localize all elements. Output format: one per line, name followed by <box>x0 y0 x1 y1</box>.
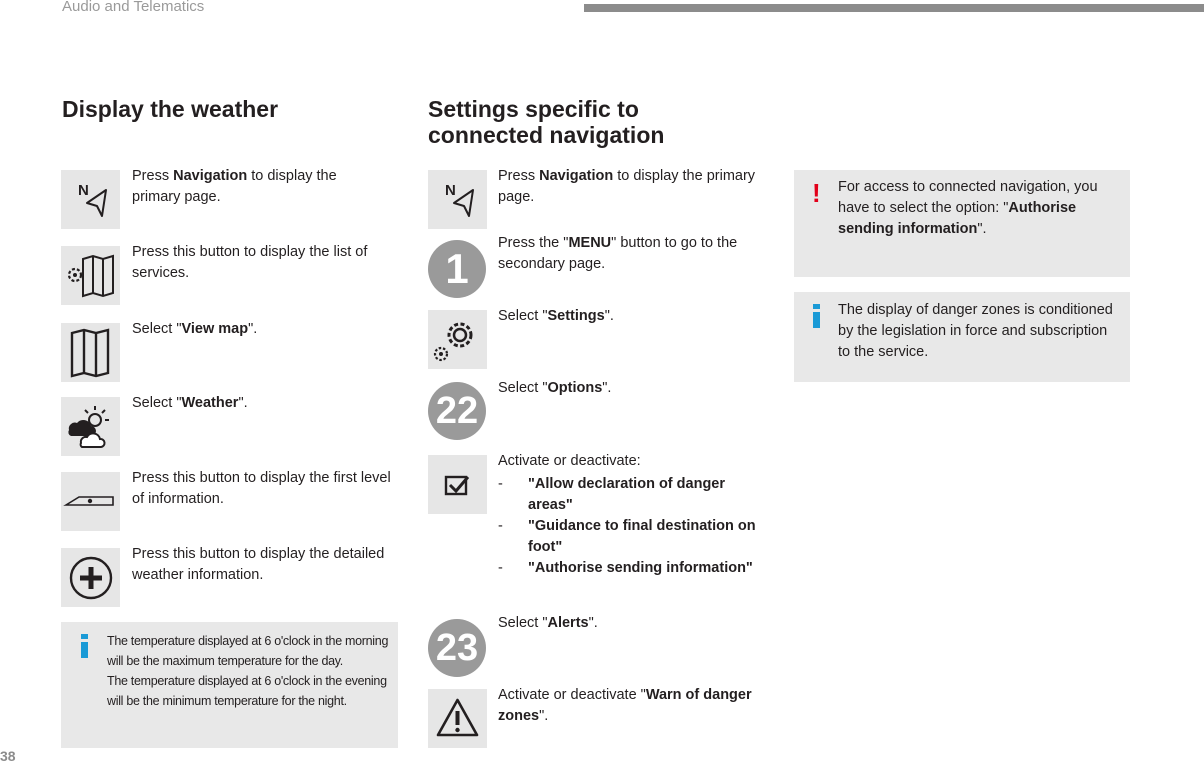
left-step-1: Press Navigation to display the primary page. <box>132 168 337 205</box>
weather-info-text: The temperature displayed at 6 o'clock in the morning will be the maximum temperature for the day. The temperature displayed at 6 o'clock in the evening will be the minimum temperature for the night. <box>107 634 389 708</box>
middle-step-4: Select "Options". <box>498 380 612 396</box>
middle-step-3: Select "Settings". <box>498 308 614 324</box>
settings-icon <box>428 310 487 369</box>
option-guidance-on-foot: "Guidance to final destination on foot" <box>528 518 756 555</box>
services-map-icon <box>61 246 120 305</box>
warning-exclamation-icon: ! <box>812 178 821 208</box>
warning-icon <box>428 689 487 748</box>
info-icon <box>80 634 89 658</box>
middle-step-2: Press the "MENU" button to go to the secondary page. <box>498 235 738 272</box>
left-step-5: Press this button to display the first level of information. <box>132 470 391 507</box>
middle-step-6: Select "Alerts". <box>498 615 598 631</box>
plus-icon <box>61 548 120 607</box>
navigation-icon <box>428 170 487 229</box>
danger-zones-info-text: The display of danger zones is conditioned by the legislation in force and subscription to the service. <box>838 302 1113 360</box>
connected-warning-text: For access to connected navigation, you have to select the option: "Authorise sending information". <box>838 179 1098 237</box>
info-icon <box>812 304 821 328</box>
svg-text:N: N <box>445 182 456 199</box>
left-step-3: Select "View map". <box>132 321 258 337</box>
weather-icon <box>61 397 120 456</box>
map-icon <box>61 323 120 382</box>
checkbox-icon <box>428 455 487 514</box>
middle-step-7: Activate or deactivate "Warn of danger zones". <box>498 687 752 724</box>
info-level-icon <box>61 472 120 531</box>
step-number-23: 23 <box>428 619 486 677</box>
step-number-1: 1 <box>428 240 486 298</box>
middle-title: Settings specific to connected navigation <box>428 96 665 148</box>
left-step-2: Press this button to display the list of services. <box>132 244 368 281</box>
middle-step-1: Press Navigation to display the primary page. <box>498 168 756 205</box>
svg-text:N: N <box>78 182 89 199</box>
left-step-6: Press this button to display the detailed weather information. <box>132 546 385 583</box>
page-number: 38 <box>0 748 16 764</box>
middle-step-5: Activate or deactivate: - "Allow declaration of danger areas" - "Guidance to final destination on foot" - "Authorise sending information" <box>498 451 760 579</box>
left-title: Display the weather <box>62 96 279 122</box>
option-authorise-sending: "Authorise sending information" <box>528 560 753 576</box>
section-title: Audio and Telematics <box>62 0 205 15</box>
left-step-4: Select "Weather". <box>132 395 248 411</box>
step-number-22: 22 <box>428 382 486 440</box>
header-bar <box>584 4 1204 12</box>
option-allow-danger-areas: "Allow declaration of danger areas" <box>528 476 726 513</box>
navigation-icon <box>61 170 120 229</box>
